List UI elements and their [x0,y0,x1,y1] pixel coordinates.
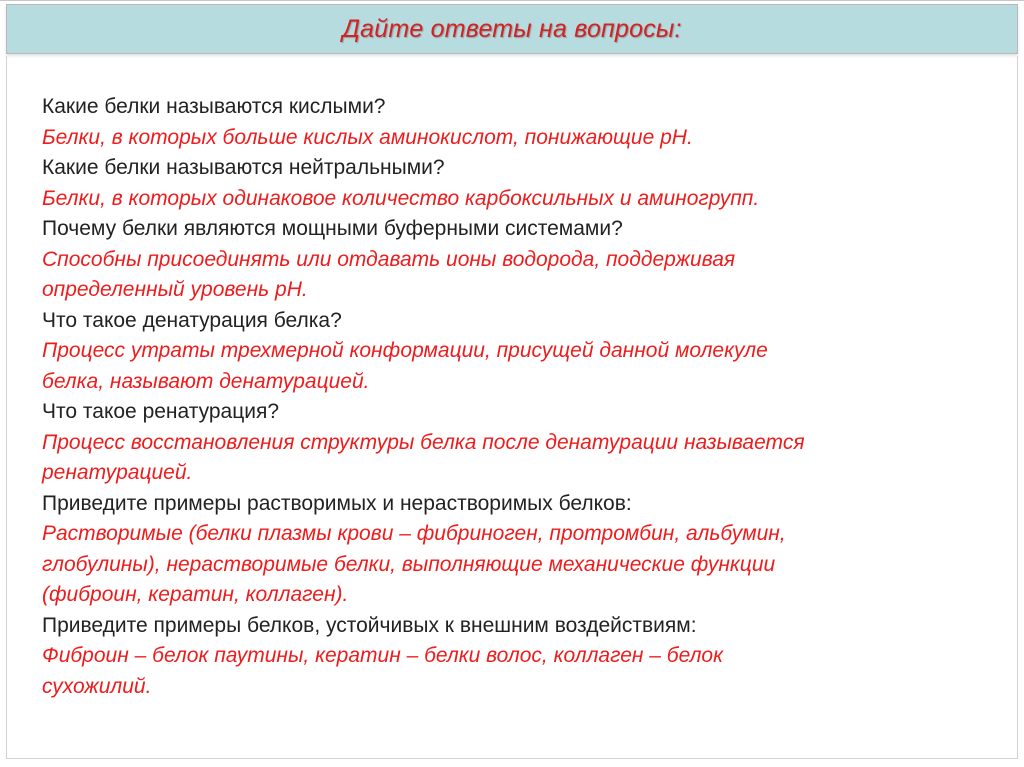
answer-buffer-systems-line-2: определенный уровень рН. [42,278,308,301]
question-soluble-insoluble: Приведите примеры растворимых и нерастворимых белков: [42,491,632,515]
answer-resistant-proteins-line-2: сухожилий. [42,674,152,698]
answer-acidic-proteins: Белки, в которых больше кислых аминокислот, понижающие рН. [42,125,693,149]
answer-renaturation-line-1: Процесс восстановления структуры белка после денатурации называется [42,430,805,454]
title-bar [6,4,1018,54]
answer-neutral-proteins: Белки, в которых одинаковое количество карбоксильных и аминогрупп. [42,186,760,210]
answer-soluble-insoluble-line-1: Растворимые (белки плазмы крови – фибриноген, протромбин, альбумин, [42,522,786,545]
answer-renaturation-line-2: ренатурацией. [42,461,193,484]
answer-soluble-insoluble-line-3: (фиброин, кератин, коллаген). [42,583,349,606]
question-resistant-proteins: Приведите примеры белков, устойчивых к внешним воздействиям: [42,613,697,637]
answer-buffer-systems-line-1: Способны присоединять или отдавать ионы водорода, поддерживая [42,247,736,271]
qa-list [42,92,992,702]
slide-title: Дайте ответы на вопросы: [342,15,682,43]
answer-soluble-insoluble-line-2: глобулины), нерастворимые белки, выполняющие механические функции [42,552,776,576]
question-buffer-systems: Почему белки являются мощными буферными системами? [42,217,623,240]
answer-resistant-proteins-line-1: Фиброин – белок паутины, кератин – белки волос, коллаген – белок [42,644,724,667]
question-neutral-proteins: Какие белки называются нейтральными? [42,156,445,179]
question-denaturation: Что такое денатурация белка? [42,308,342,332]
question-acidic-proteins: Какие белки называются кислыми? [42,95,386,118]
question-renaturation: Что такое ренатурация? [42,400,280,423]
answer-denaturation-line-1: Процесс утраты трехмерной конформации, присущей данной молекуле [42,339,768,362]
top-divider [0,0,1024,1]
answer-denaturation-line-2: белка, называют денатурацией. [42,369,370,393]
